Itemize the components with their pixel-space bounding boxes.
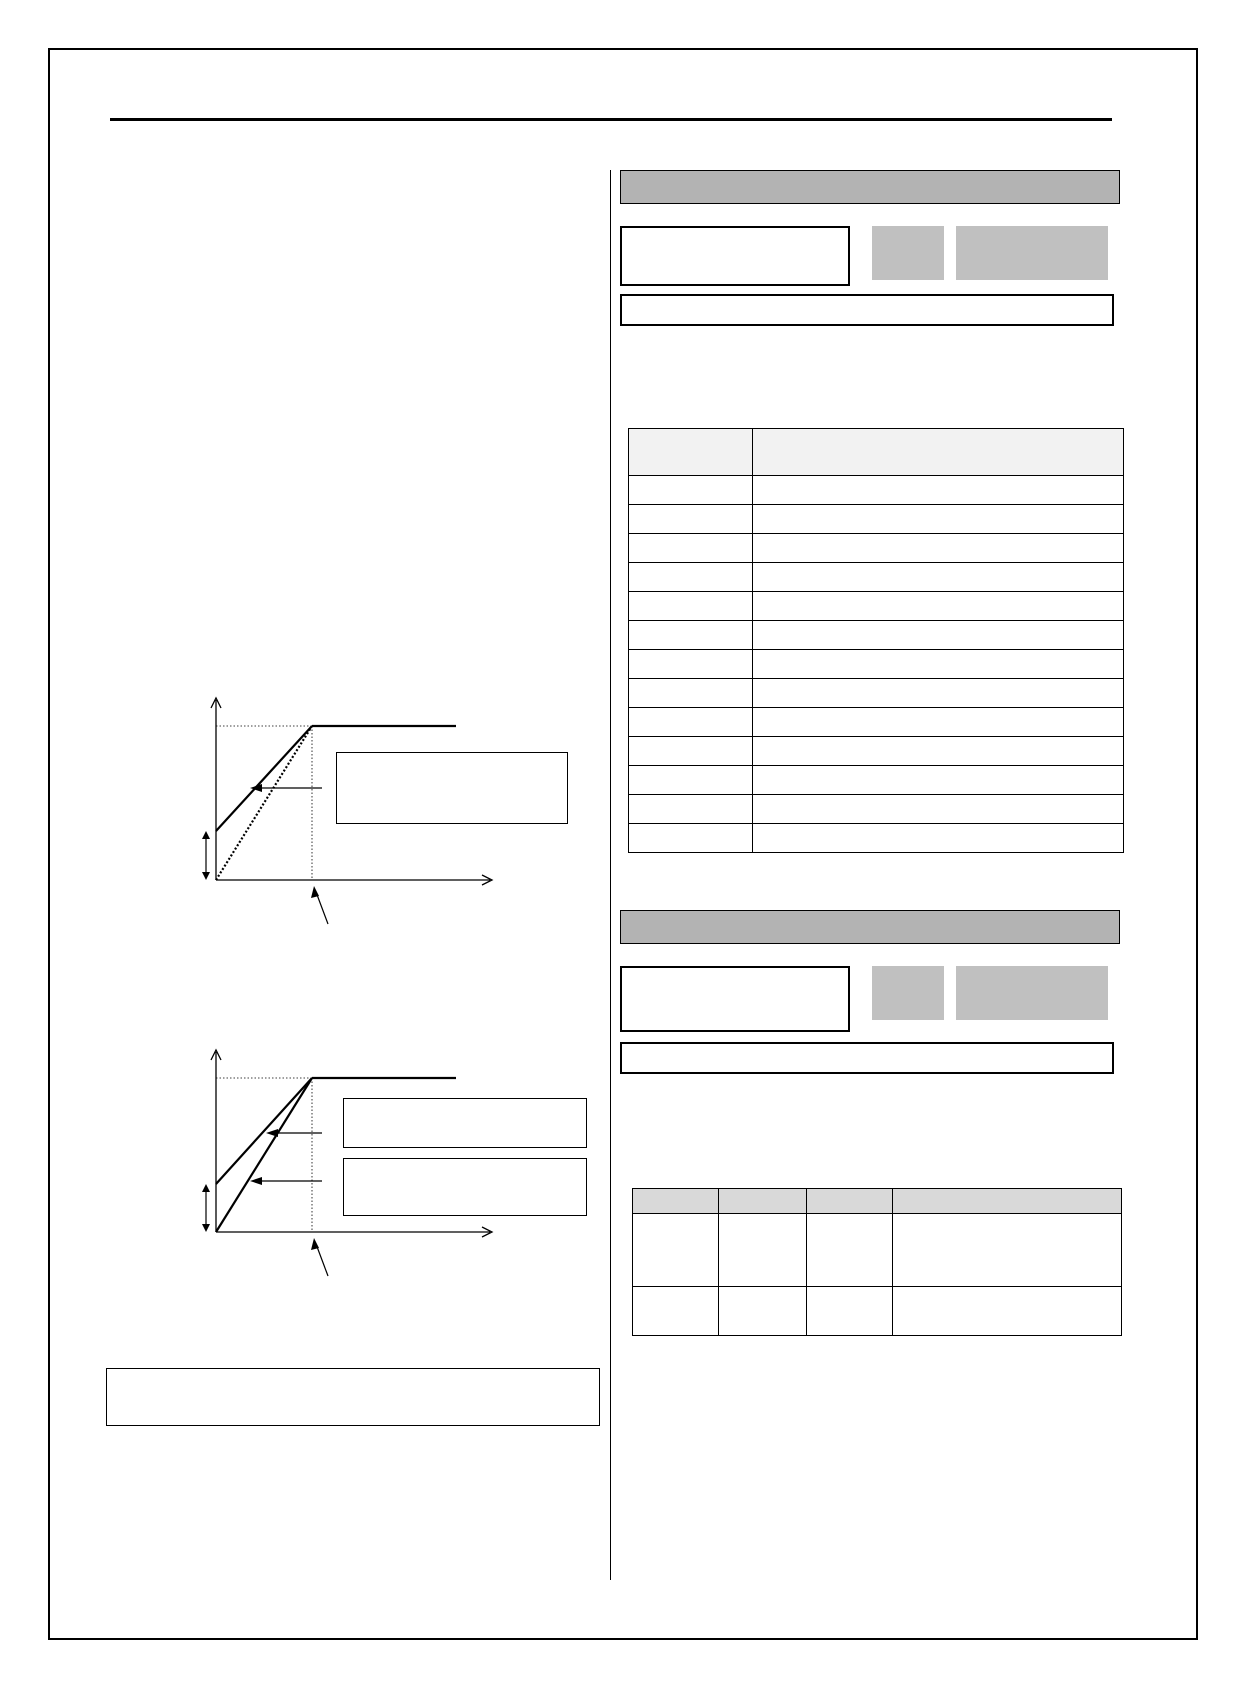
table-row (629, 679, 1124, 708)
table-row (629, 795, 1124, 824)
bracket-arrow-up (202, 1184, 210, 1192)
section1-range-box (620, 294, 1114, 326)
table-row (633, 1214, 1122, 1287)
table-row (629, 737, 1124, 766)
header-rule (110, 118, 1112, 121)
table-row (629, 592, 1124, 621)
table-row (629, 534, 1124, 563)
section1-code-box (872, 226, 944, 280)
boosted-vf-line (216, 726, 312, 831)
section1-parameter-box (620, 226, 850, 286)
table-row (629, 563, 1124, 592)
section2-parameter-box (620, 966, 850, 1032)
section2-default-box (956, 966, 1108, 1020)
graph1-callout-box (336, 752, 568, 824)
callout-arrow-head-2 (250, 1177, 262, 1185)
table-row (629, 708, 1124, 737)
caution-note-box (106, 1368, 600, 1426)
bracket-arrow-up (202, 831, 210, 839)
forward-boost-line (216, 1078, 312, 1184)
section1-setting-table (628, 428, 1124, 853)
table-row (629, 621, 1124, 650)
section2-banner (620, 910, 1120, 944)
base-frequency-pointer (316, 892, 328, 924)
table-row (629, 505, 1124, 534)
table-row (633, 1287, 1122, 1336)
section1-default-box (956, 226, 1108, 280)
section2-code-box (872, 966, 944, 1020)
section2-setting-table (632, 1188, 1122, 1336)
callout-arrow-head-1 (266, 1129, 278, 1137)
base-frequency-pointer-head (311, 1238, 319, 1250)
table-row (629, 476, 1124, 505)
table-header-row (629, 429, 1124, 476)
table-row (629, 766, 1124, 795)
header-cell (753, 429, 1124, 476)
section2-range-box (620, 1042, 1114, 1074)
reverse-boost-line (216, 1078, 312, 1232)
header-cell (629, 429, 753, 476)
table-header-row (633, 1189, 1122, 1214)
graph2-callout-box-2 (343, 1158, 587, 1216)
bracket-arrow-down (202, 872, 210, 880)
graph2-callout-box-1 (343, 1098, 587, 1148)
table-row (629, 650, 1124, 679)
torque-boost-graph-2 (190, 1040, 490, 1270)
bracket-arrow-down (202, 1224, 210, 1232)
table-row (629, 824, 1124, 853)
base-frequency-pointer-head (311, 886, 319, 898)
section1-banner (620, 170, 1120, 204)
column-divider (610, 170, 611, 1580)
linear-vf-line (216, 726, 312, 880)
